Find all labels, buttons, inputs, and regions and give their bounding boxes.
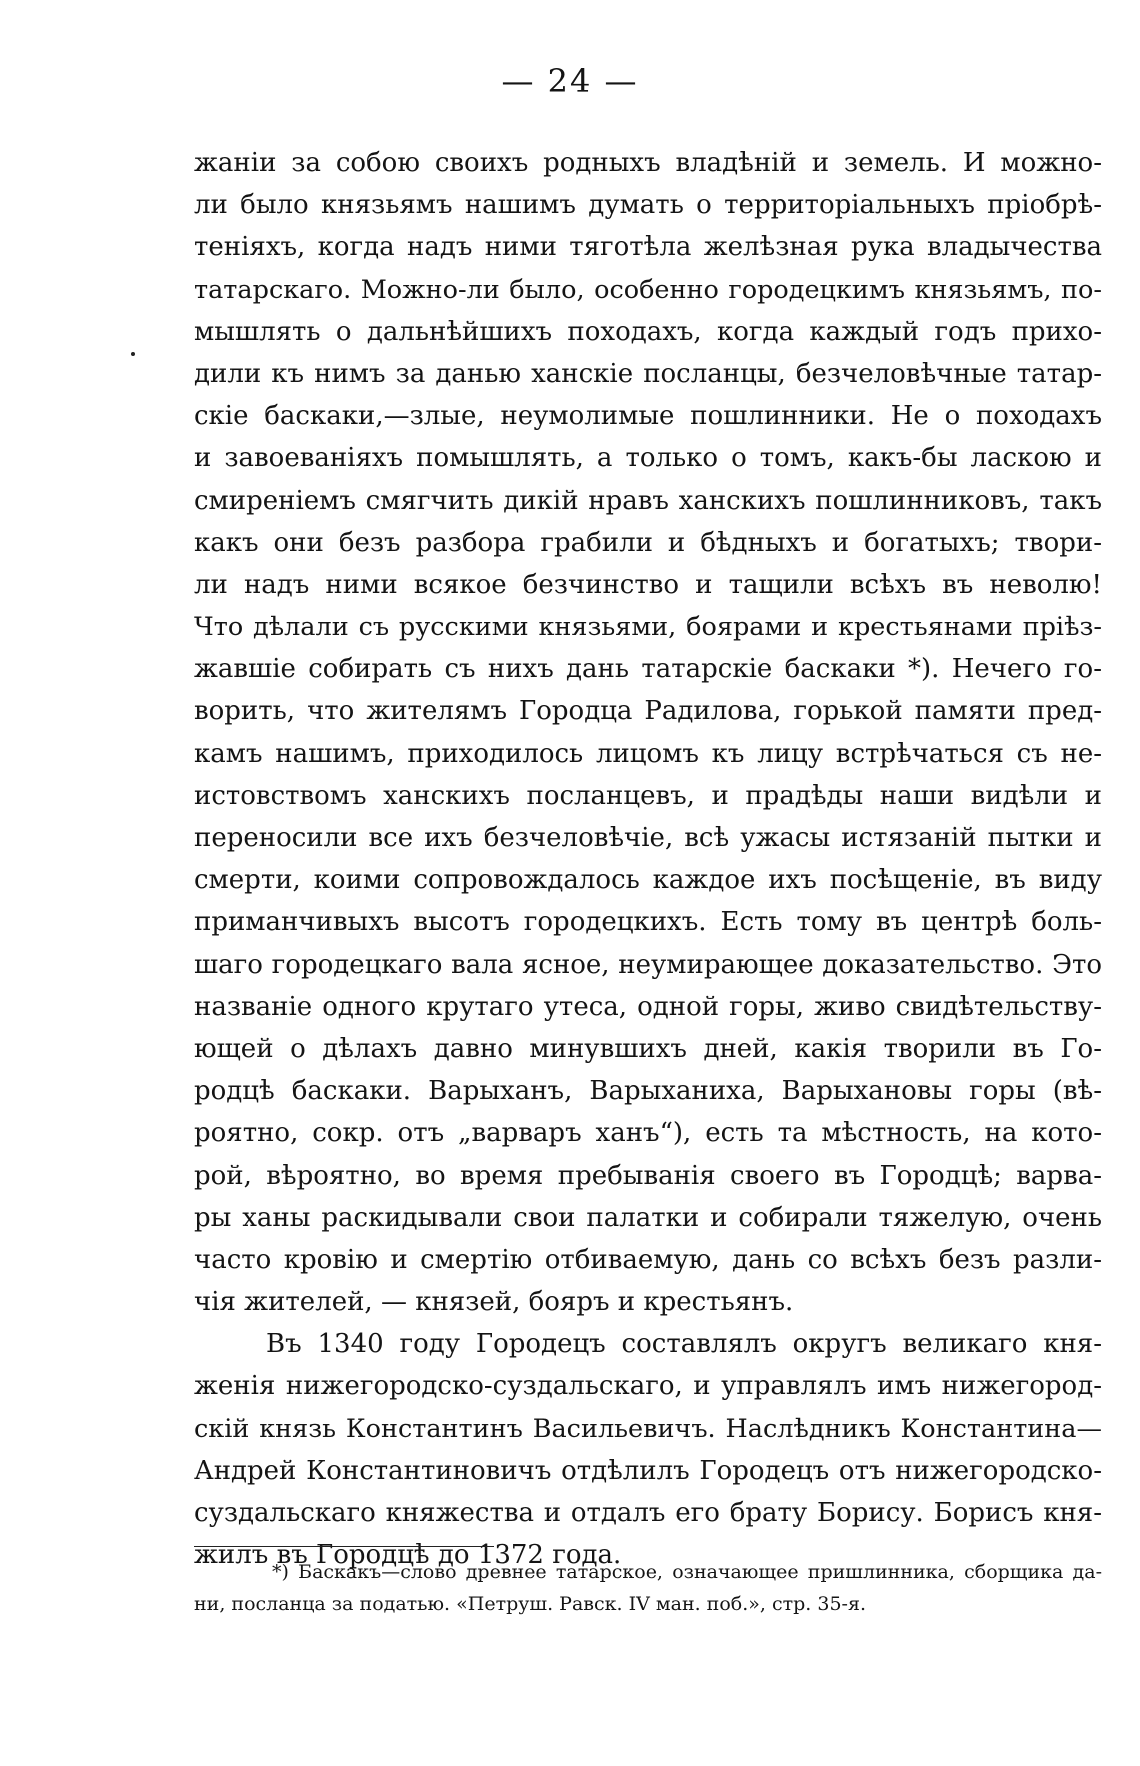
text-line: жавшіе собирать съ нихъ дань татарскіе баскаки *). Нечего го- [194,654,1102,685]
text-line: ворить, что жителямъ Городца Радилова, горькой памяти пред- [194,696,1102,727]
body-text [194,142,1102,1576]
text-line: чія жителей, — князей, бояръ и крестьянъ. [194,1287,794,1318]
text-line: шаго городецкаго вала ясное, неумирающее доказательство. Это [194,949,1102,980]
text-line: ющей о дѣлахъ давно минувшихъ дней, какія творили въ Го- [194,1033,1102,1064]
text-line: Въ 1340 году Городецъ составлялъ округъ великаго кня- [266,1329,1102,1360]
text-line: ры ханы раскидывали свои палатки и собирали тяжелую, очень [194,1202,1102,1233]
text-line: рой, вѣроятно, во время пребыванія своего въ Городцѣ; варва- [194,1160,1102,1191]
text-line: и завоеваніяхъ помышлять, а только о томъ, какъ-бы ласкою и [194,443,1102,474]
text-line: родцѣ баскаки. Варыханъ, Варыханиха, Варыхановы горы (вѣ- [194,1076,1102,1107]
text-line: теніяхъ, когда надъ ними тяготѣла желѣзная рука владычества [194,232,1102,263]
text-line: смерти, коими сопровождалось каждое ихъ посѣщеніе, въ виду [194,865,1102,896]
text-line: мышлять о дальнѣйшихъ походахъ, когда каждый годъ прихо- [194,316,1102,347]
text-line: приманчивыхъ высотъ городецкихъ. Есть тому въ центрѣ боль- [194,907,1102,938]
page-number: — 24 — [501,62,639,100]
text-line: ли надъ ними всякое безчинство и тащили всѣхъ въ неволю! [194,569,1102,600]
footnote-divider [194,1546,494,1547]
text-line: Андрей Константиновичъ отдѣлилъ Городецъ отъ нижегородско- [194,1455,1102,1486]
footnote [194,1556,1102,1620]
text-line: ли было князьямъ нашимъ думать о территоріальныхъ пріобрѣ- [194,190,1102,221]
text-line: суздальскаго княжества и отдалъ его брату Борису. Борисъ кня- [194,1498,1102,1528]
footnote-line: *) Баскакъ—слово древнее татарское, означающее пришлинника, сборщика да- [272,1561,1102,1583]
text-line: роятно, сокр. отъ „варваръ ханъ“), есть та мѣстность, на кото- [194,1118,1102,1149]
text-line: жаніи за собою своихъ родныхъ владѣній и земель. И можно- [194,148,1102,178]
text-line: женія нижегородско-суздальскаго, и управлялъ имъ нижегород- [194,1371,1102,1402]
text-line: скіе баскаки,—злые, неумолимые пошлинники. Не о походахъ [194,401,1102,432]
text-line: часто кровію и смертію отбиваемую, дань со всѣхъ безъ разли- [194,1244,1102,1275]
stray-ink-mark [131,352,135,356]
text-line: названіе одного крутаго утеса, одной горы, живо свидѣтельству- [194,991,1102,1022]
text-line: истовствомъ ханскихъ посланцевъ, и прадѣды наши видѣли и [194,780,1102,811]
text-line: переносили все ихъ безчеловѣчіе, всѣ ужасы истязаній пытки и [194,823,1102,853]
text-line: камъ нашимъ, приходилось лицомъ къ лицу встрѣчаться съ не- [194,738,1102,769]
text-line: скій князь Константинъ Васильевичъ. Наслѣдникъ Константина— [194,1413,1102,1444]
footnote-line: ни, посланца за податью. «Петруш. Равск. IV ман. поб.», стр. 35-я. [194,1593,866,1615]
text-line: татарскаго. Можно-ли было, особенно городецкимъ князьямъ, по- [194,274,1102,305]
text-line: дили къ нимъ за данью ханскіе посланцы, безчеловѣчные татар- [194,358,1102,389]
text-line: жилъ въ Городцѣ до 1372 года. [194,1540,622,1571]
text-line: какъ они безъ разбора грабили и бѣдныхъ и богатыхъ; твори- [194,527,1102,558]
text-line: Что дѣлали съ русскими князьями, боярами и крестьянами пріѣз- [194,612,1102,643]
text-line: смиреніемъ смягчить дикій нравъ ханскихъ пошлинниковъ, такъ [194,485,1102,516]
